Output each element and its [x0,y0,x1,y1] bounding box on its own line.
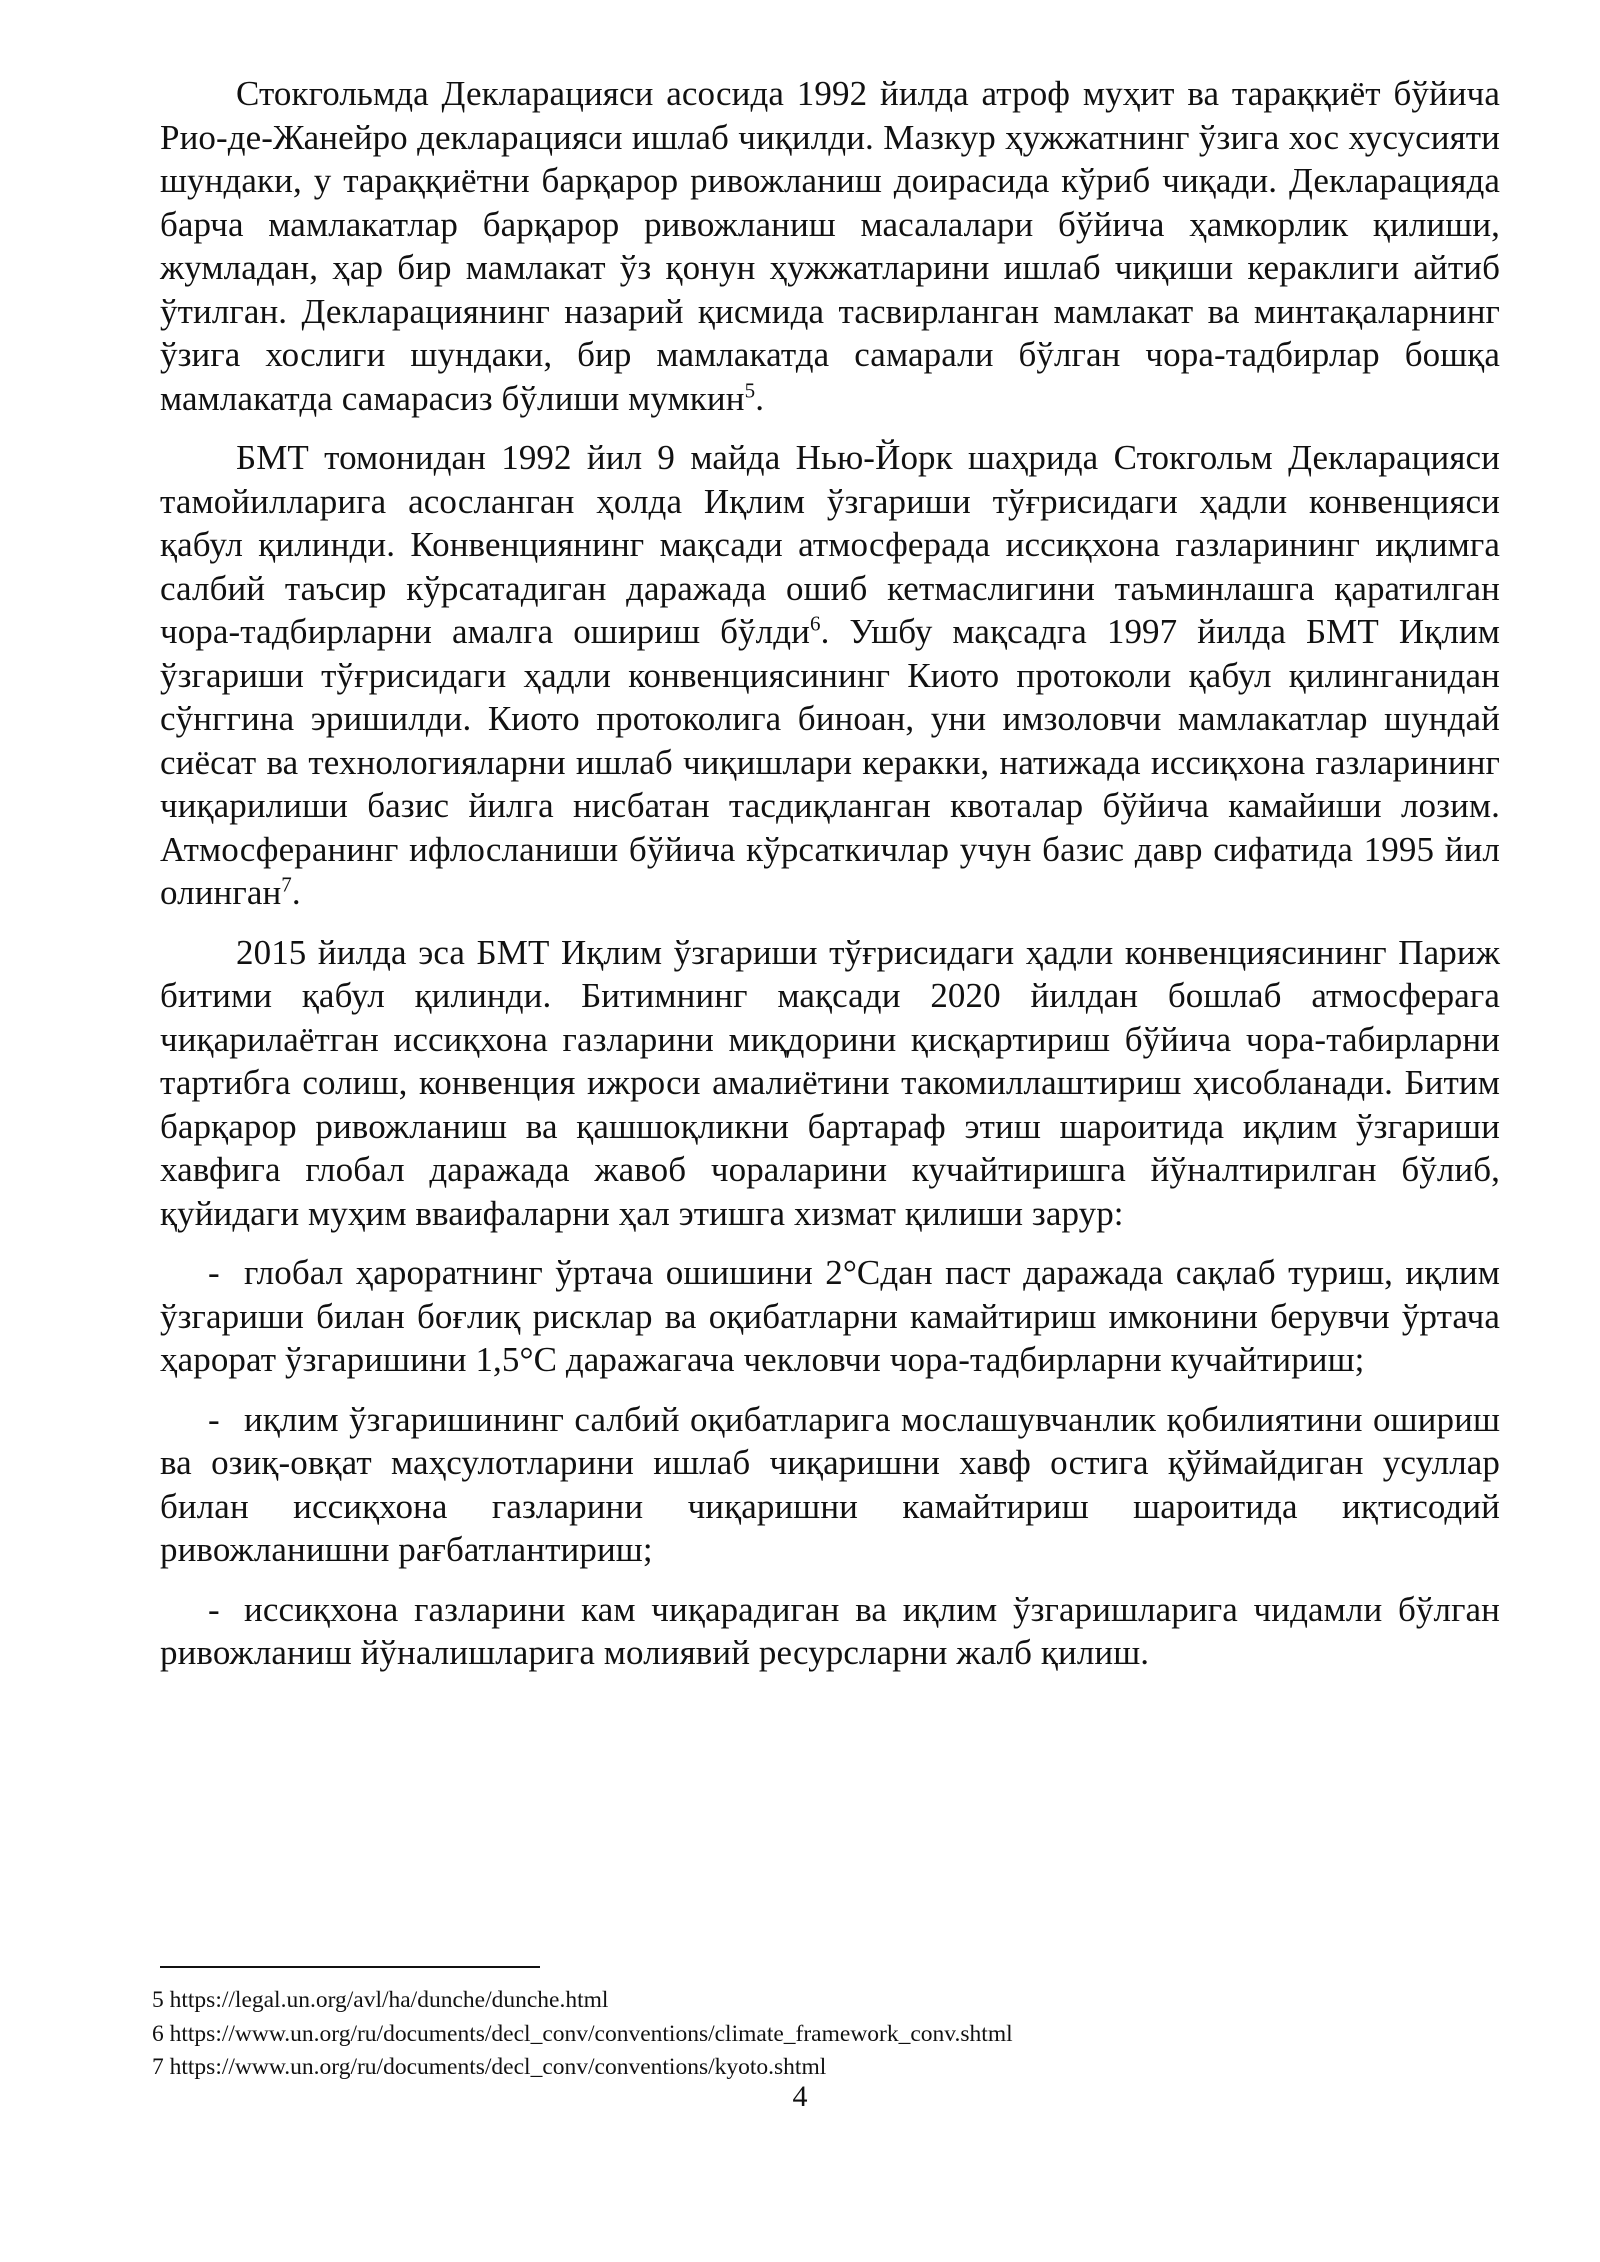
list-dash: - [208,1253,220,1292]
list-item-text: иқлим ўзгаришининг салбий оқибатларига мослашувчанлик қобилиятини ошириш ва озиқ-овқат маҳсулотларини ишлаб чиқаришни хавф остига қўймайдиган усуллар билан иссиқхона газларини чиқаришни камайтириш шароитида иқтисодий ривожланишни рағбатлантириш; [160,1399,1500,1569]
footnote-separator [160,1966,540,1968]
list-item [160,1398,1500,1572]
list-dash: - [208,1399,220,1439]
paragraph-text: 2015 йилда эса БМТ Иқлим ўзгариши тўғрисидаги ҳадли конвенциясининг Париж битими қабул қилинди. Битимнинг мақсади 2020 йилдан бошлаб атмосферага чиқарилаётган иссиқхона газларини миқдорини қисқартириш бўйича чора-табирларни тартибга солиш, конвенция ижроси амалиётини такомиллаштириш ҳисобланади. Битим барқарор ривожланиш ва қашшоқликни бартараф этиш шароитида иқлим ўзгариши хавфига глобал даражада жавоб чораларини кучайтиришга йўналтирилган бўлиб, қуйидаги муҳим вваифаларни ҳал этишга хизмат қилиши зарур: [160,932,1500,1233]
footnote-6[interactable]: 6 https://www.un.org/ru/documents/decl_conv/conventions/climate_framework_conv.shtml [152,2020,1013,2047]
paragraph-paris-agreement [160,931,1500,1236]
paragraph-text: Стокгольмда Декларацияси асосида 1992 йилда атроф муҳит ва тараққиёт бўйича Рио-де-Жанейро декларацияси ишлаб чиқилди. Мазкур ҳужжатнинг ўзига хос хусусияти шундаки, у тараққиётни барқарор ривожланиш доирасида кўриб чиқади. Декларацияда барча мамлакатлар барқарор ривожланиш масалалари бўйича ҳамкорлик қилиши, жумладан, ҳар бир мамлакат ўз қонун ҳужжатларини ишлаб чиқиши кераклиги айтиб ўтилган. Декларациянинг назарий қисмида тасвирланган мамлакат ва минтақаларнинг ўзига хослиги шундаки, бир мамлакатда самарали бўлган чора-тадбирлар бошқа мамлакатда самарасиз бўлиши мумкин [160,74,1500,418]
footnote-ref-7[interactable]: 7 [281,872,292,897]
footnotes [152,1984,1452,2085]
footnote-5[interactable]: 5 https://legal.un.org/avl/ha/dunche/dunche.html [152,1987,609,2013]
paragraph-tail: . [291,873,301,912]
list-item-text: иссиқхона газларини кам чиқарадиган ва иқлим ўзгаришларига чидамли бўлган ривожланиш йўналишларига молиявий ресурсларни жалб қилиш. [160,1589,1500,1672]
document-page [160,72,1500,1691]
footnote-ref-5[interactable]: 5 [744,377,756,402]
paragraph-text: . Ушбу мақсадга 1997 йилда БМТ Иқлим ўзгариши тўғрисидаги ҳадли конвенциясининг Киото протоколи қабул қилинганидан сўнггина эришилди. Киото протоколига биноан, уни имзоловчи мамлакатлар шундай сиёсат ва технологияларни ишлаб чиқишлари керакки, натижада иссиқхона газларининг чиқарилиши базис йилга нисбатан тасдиқланган квоталар бўйича камайиши лозим. Атмосферанинг ифлосланиши бўйича кўрсаткичлар учун базис давр сифатида 1995 йил олинган [160,612,1500,912]
paragraph-un-convention [160,436,1500,915]
list-item [160,1588,1500,1675]
list-item-text: глобал ҳароратнинг ўртача ошишини 2°Сдан паст даражада сақлаб туриш, иқлим ўзгариши билан боғлиқ рисклар ва оқибатларни камайтириш имконини берувчи ўртача ҳарорат ўзгаришини 1,5°С даражагача чекловчи чора-тадбирларни кучайтириш; [160,1253,1500,1379]
footnote-ref-6[interactable]: 6 [809,611,821,636]
list-dash: - [208,1589,220,1629]
list-item [160,1251,1500,1382]
page-number: 4 [792,2080,808,2113]
footnote-7[interactable]: 7 https://www.un.org/ru/documents/decl_conv/conventions/kyoto.shtml [152,2054,827,2080]
paragraph-rio-declaration [160,72,1500,420]
paragraph-text: БМТ томонидан 1992 йил 9 майда Нью-Йорк шаҳрида Стокгольм Декларацияси тамойилларига асосланган ҳолда Иқлим ўзгариши тўғрисидаги ҳадли конвенцияси қабул қилинди. Конвенциянинг мақсади атмосферада иссиқхона газларининг иқлимга салбий таъсир кўрсатадиган даражада ошиб кетмаслигини таъминлашга қаратилган чора-тадбирларни амалга ошириш бўлди [160,438,1500,651]
paragraph-tail: . [755,378,765,418]
